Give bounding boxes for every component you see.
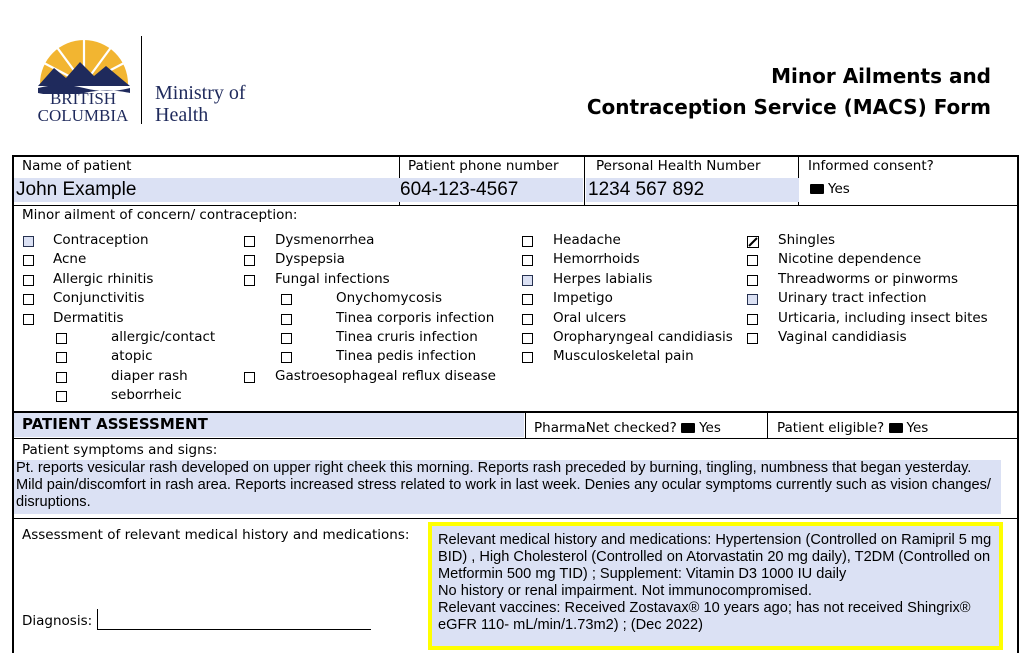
ministry-line1: Ministry of [155, 82, 246, 104]
ministry-line2: Health [155, 104, 209, 126]
assessment-header-text: PATIENT ASSESSMENT [22, 415, 208, 433]
consent-yes[interactable]: Yes [810, 181, 850, 197]
checkbox[interactable] [56, 391, 67, 402]
checkbox[interactable] [244, 236, 255, 247]
ailment-label: Dyspepsia [275, 251, 345, 268]
pharmanet-checked[interactable]: PharmaNet checked? Yes [534, 420, 721, 436]
ailment-label: Contraception [53, 232, 149, 248]
checkbox[interactable] [747, 275, 758, 286]
ailment-label: Oropharyngeal candidiasis [553, 329, 733, 345]
ailment-label: Urticaria, including insect bites [778, 309, 988, 326]
checkbox[interactable] [56, 333, 67, 344]
checkbox[interactable] [522, 352, 533, 363]
ailments-label: Minor ailment of concern/ contraception: [22, 207, 298, 223]
ailment-label: Tinea corporis infection [336, 309, 495, 326]
ailment-label: Hemorrhoids [553, 251, 640, 268]
phn-label: Personal Health Number [596, 158, 761, 174]
checkbox[interactable] [281, 294, 292, 305]
ailment-label: Musculoskeletal pain [553, 348, 694, 365]
checkbox[interactable] [23, 314, 34, 325]
checkbox[interactable] [23, 275, 34, 286]
logo-line1: BRITISH [49, 89, 117, 108]
checkbox[interactable] [244, 372, 255, 383]
checkbox[interactable] [522, 236, 533, 247]
ailment-label: seborrheic [111, 387, 182, 404]
checkbox[interactable] [244, 275, 255, 286]
symptoms-field[interactable]: Pt. reports vesicular rash developed on upper right cheek this morning. Reports rash preceded by burning, tingling, numbness that began yesterday. Mild pain/discomfort in rash area. Reports increased stress related to work in last week. Denies any ocular symptoms currently such as vision changes/ disruptions. [14, 460, 1001, 514]
ailment-label: Tinea cruris infection [336, 329, 478, 345]
checkbox[interactable] [56, 352, 67, 363]
ailment-label: Impetigo [553, 290, 613, 307]
ailment-label: Gastroesophageal reflux disease [275, 367, 496, 384]
patient-name-field[interactable]: John Example [14, 178, 400, 202]
checked-box-icon [681, 423, 695, 433]
ailment-label: Acne [53, 251, 87, 268]
checkbox-checked-icon[interactable] [747, 236, 759, 248]
ailment-label: Herpes labialis [553, 270, 653, 287]
checkbox[interactable] [23, 236, 34, 247]
diagnosis-field[interactable] [97, 609, 371, 630]
ailment-label: Urinary tract infection [778, 290, 927, 307]
ailment-label: Vaginal candidiasis [778, 329, 907, 345]
checked-box-icon [810, 184, 824, 194]
checkbox[interactable] [281, 314, 292, 325]
patient-eligible[interactable]: Patient eligible? Yes [777, 420, 929, 436]
ailment-label: Nicotine dependence [778, 251, 922, 268]
checkbox[interactable] [23, 255, 34, 266]
bc-sun-mountain-icon [34, 36, 134, 94]
checkbox[interactable] [522, 333, 533, 344]
ailment-label: Dysmenorrhea [275, 232, 375, 248]
checkbox[interactable] [244, 255, 255, 266]
logo-divider [141, 36, 142, 124]
checkbox[interactable] [747, 294, 758, 305]
history-text-vaccines: Relevant vaccines: Received Zostavax® 10 years ago; has not received Shingrix® eGFR 110- mL/min/1.73m2) ; (Dec 2022) [438, 600, 971, 633]
ailment-label: Headache [553, 232, 621, 248]
history-label: Assessment of relevant medical history and medications: [22, 527, 410, 543]
checkbox[interactable] [522, 294, 533, 305]
checkbox[interactable] [281, 333, 292, 344]
checkbox[interactable] [747, 314, 758, 325]
history-field[interactable] [428, 522, 1003, 650]
ailment-label: Fungal infections [275, 270, 390, 287]
checkbox[interactable] [281, 352, 292, 363]
patient-phone-field[interactable]: 604-123-4567 [400, 178, 583, 202]
history-text-meds: Relevant medical history and medications: Hypertension (Controlled on Ramipril 5 mg BID) , High Cholesterol (Controlled on Atorvastatin 20 mg daily), T2DM (Controlled on Metformin 500 mg TID) ; Supplement: Vitamin D3 1000 IU daily [438, 532, 992, 582]
checkbox[interactable] [522, 255, 533, 266]
ailment-label: Onychomycosis [336, 290, 443, 307]
page-title: Minor Ailments and Contraception Service (MACS) Form [586, 64, 991, 119]
ailment-label: Dermatitis [53, 309, 124, 326]
ailment-label: allergic/contact [111, 329, 216, 345]
ailment-label: Shingles [778, 232, 836, 248]
ailment-label: Tinea pedis infection [336, 348, 477, 365]
diagnosis-label: Diagnosis: [22, 613, 93, 629]
symptoms-label: Patient symptoms and signs: [22, 442, 218, 458]
checkbox[interactable] [56, 372, 67, 383]
ailment-label: diaper rash [111, 367, 188, 384]
ailment-label: Conjunctivitis [53, 290, 145, 307]
consent-label: Informed consent? [808, 158, 934, 174]
checkbox[interactable] [747, 333, 758, 344]
logo-line2: COLUMBIA [37, 106, 129, 125]
ailment-label: Oral ulcers [553, 309, 627, 326]
checkbox[interactable] [522, 275, 533, 286]
history-text-renal: No history or renal impairment. Not immunocompromised. [438, 583, 812, 599]
ailment-label: Allergic rhinitis [53, 270, 154, 287]
checkbox[interactable] [23, 294, 34, 305]
checked-box-icon [889, 423, 903, 433]
bc-logo [28, 36, 138, 126]
phn-field[interactable]: 1234 567 892 [586, 178, 799, 202]
patient-phone-label: Patient phone number [408, 158, 559, 174]
ailment-label: Threadworms or pinworms [778, 270, 959, 287]
patient-name-label: Name of patient [22, 158, 132, 174]
ailment-label: atopic [111, 348, 153, 365]
checkbox[interactable] [522, 314, 533, 325]
checkbox[interactable] [747, 255, 758, 266]
